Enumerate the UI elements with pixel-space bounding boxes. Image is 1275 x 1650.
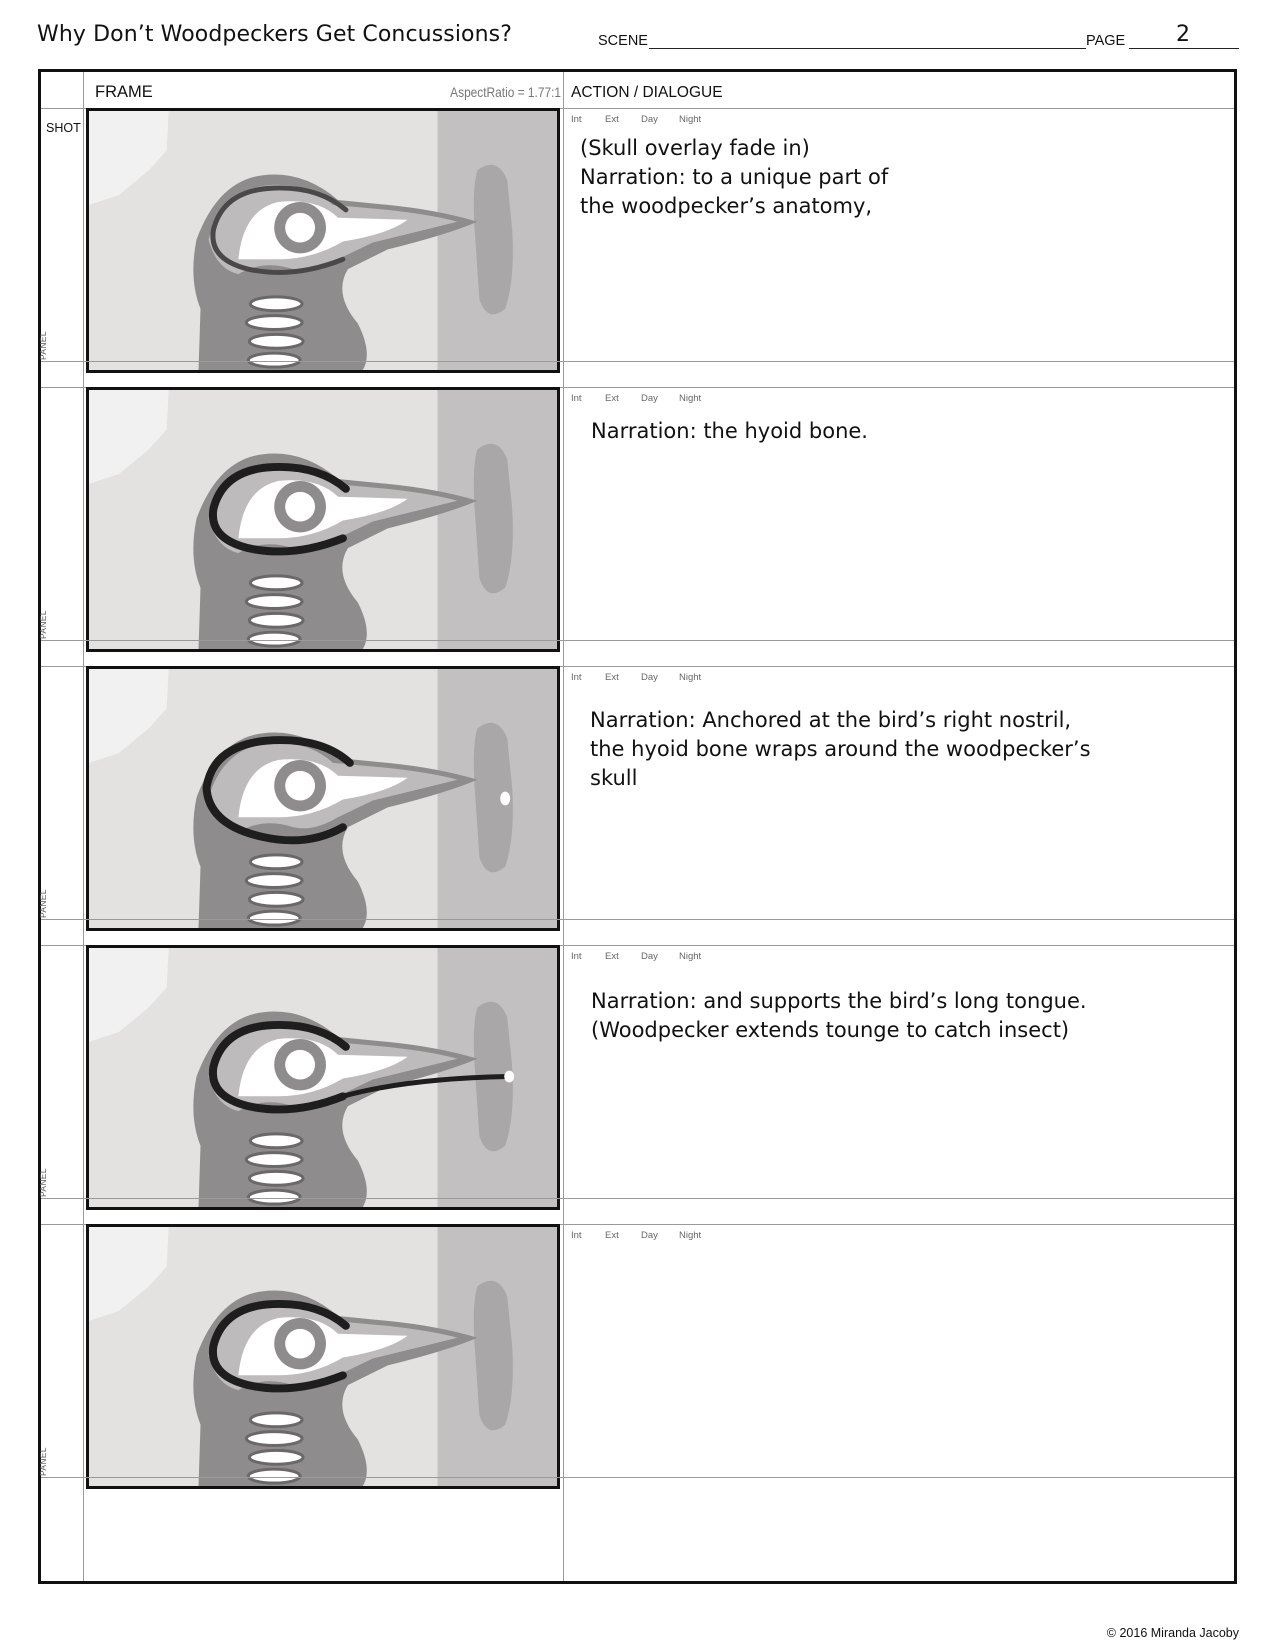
panel-frame-2 [86, 387, 560, 652]
time-option-day[interactable]: Day [641, 393, 658, 404]
panel-caption-line [41, 919, 1234, 920]
time-option-int[interactable]: Int [571, 672, 582, 683]
time-option-night[interactable]: Night [679, 672, 702, 683]
panel-label: PANEL [38, 610, 48, 639]
shot-label: SHOT [46, 121, 81, 135]
time-option-night[interactable]: Night [679, 1230, 702, 1241]
action-column-header: ACTION / DIALOGUE [571, 84, 723, 101]
time-option-night[interactable]: Night [679, 393, 702, 404]
document-title: Why Don’t Woodpeckers Get Concussions? [37, 22, 512, 47]
panel-illustration [89, 111, 557, 370]
time-option-day[interactable]: Day [641, 114, 658, 125]
panel-frame-3 [86, 666, 560, 931]
aspect-ratio-label: AspectRatio = 1.77:1 [450, 84, 561, 100]
time-option-int[interactable]: Int [571, 114, 582, 125]
scene-label: SCENE [598, 33, 648, 49]
panel-label: PANEL [38, 331, 48, 360]
page-number: 2 [1176, 22, 1190, 47]
panel-label: PANEL [38, 1447, 48, 1476]
time-option-night[interactable]: Night [679, 114, 702, 125]
time-option-int[interactable]: Int [571, 1230, 582, 1241]
scene-underline [649, 48, 1086, 49]
panel-caption-line [41, 640, 1234, 641]
time-option-ext[interactable]: Ext [605, 393, 619, 404]
page-label: PAGE [1086, 33, 1126, 49]
storyboard-sheet [38, 69, 1237, 1584]
panel-action-text-4: Narration: and supports the bird’s long tongue. (Woodpecker extends tounge to catch insect) [591, 989, 1087, 1042]
shot-column-divider [83, 72, 84, 1581]
panel-illustration [89, 669, 557, 928]
insect-highlight [504, 1071, 514, 1083]
panel-action-text-3: Narration: Anchored at the bird’s right nostril, the hyoid bone wraps around the woodpecker’s skull [590, 708, 1091, 790]
time-option-int[interactable]: Int [571, 393, 582, 404]
panel-illustration [89, 390, 557, 649]
frame-column-header: FRAME [95, 83, 153, 101]
panel-label: PANEL [38, 889, 48, 918]
panel-illustration [89, 948, 557, 1207]
panel-label: PANEL [38, 1168, 48, 1197]
time-option-int[interactable]: Int [571, 951, 582, 962]
time-option-night[interactable]: Night [679, 951, 702, 962]
time-option-day[interactable]: Day [641, 672, 658, 683]
panel-frame-5 [86, 1224, 560, 1489]
time-option-day[interactable]: Day [641, 951, 658, 962]
panel-caption-line [41, 1198, 1234, 1199]
time-option-ext[interactable]: Ext [605, 114, 619, 125]
panel-caption-line [41, 361, 1234, 362]
page-underline [1129, 48, 1239, 49]
panel-illustration [89, 1227, 557, 1486]
time-option-day[interactable]: Day [641, 1230, 658, 1241]
page-field [1086, 22, 1239, 52]
time-option-ext[interactable]: Ext [605, 1230, 619, 1241]
panel-frame-4 [86, 945, 560, 1210]
insect-highlight [500, 792, 510, 806]
panel-frame-1 [86, 108, 560, 373]
panel-action-text-2: Narration: the hyoid bone. [591, 419, 868, 443]
scene-field [598, 30, 1086, 52]
copyright-notice: © 2016 Miranda Jacoby [1106, 1626, 1239, 1640]
time-option-ext[interactable]: Ext [605, 951, 619, 962]
panel-action-text-1: (Skull overlay fade in) Narration: to a unique part of the woodpecker’s anatomy, [580, 136, 889, 218]
frame-column-divider [563, 72, 564, 1581]
time-option-ext[interactable]: Ext [605, 672, 619, 683]
panel-caption-line [41, 1477, 1234, 1478]
